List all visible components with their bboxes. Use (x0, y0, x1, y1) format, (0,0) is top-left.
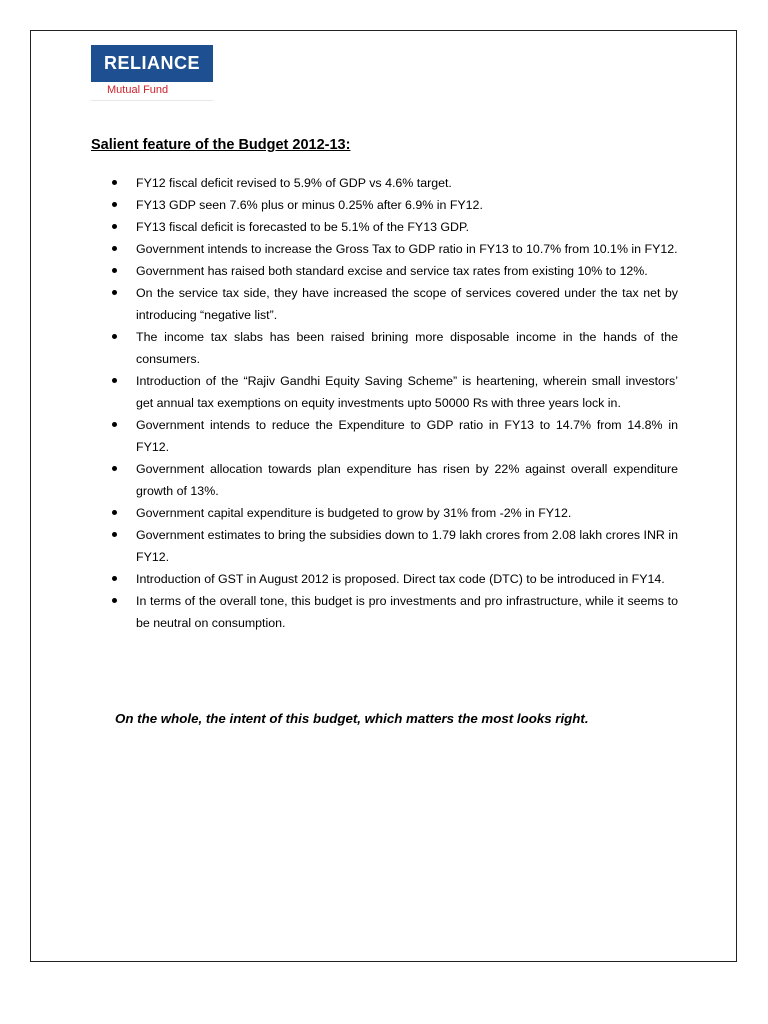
list-item-text: Government intends to increase the Gross Tax to GDP ratio in FY13 to 10.7% from 10.1% in FY12. (136, 242, 678, 256)
list-item (112, 524, 678, 568)
bullet-icon (112, 334, 117, 339)
bullet-icon (112, 422, 117, 427)
bullet-icon (112, 378, 117, 383)
list-item (112, 194, 678, 216)
list-item-text: FY13 GDP seen 7.6% plus or minus 0.25% after 6.9% in FY12. (136, 198, 483, 212)
list-item-text: Government capital expenditure is budgeted to grow by 31% from -2% in FY12. (136, 506, 572, 520)
bullet-icon (112, 268, 117, 273)
list-item (112, 590, 678, 634)
document-title: Salient feature of the Budget 2012-13: (91, 137, 351, 153)
bullet-icon (112, 510, 117, 515)
list-item-text: FY12 fiscal deficit revised to 5.9% of GDP vs 4.6% target. (136, 176, 452, 190)
list-item-text: In terms of the overall tone, this budget is pro investments and pro infrastructure, while it seems to be neutral on consumption. (136, 594, 678, 630)
list-item-text: Government intends to reduce the Expenditure to GDP ratio in FY13 to 14.7% from 14.8% in FY12. (136, 418, 678, 454)
bullet-icon (112, 576, 117, 581)
list-item (112, 568, 678, 590)
bullet-icon (112, 224, 117, 229)
list-item-text: Government allocation towards plan expenditure has risen by 22% against overall expenditure growth of 13%. (136, 462, 678, 498)
bullet-icon (112, 532, 117, 537)
list-item (112, 502, 678, 524)
bullet-icon (112, 466, 117, 471)
bullet-icon (112, 598, 117, 603)
list-item-text: Government estimates to bring the subsidies down to 1.79 lakh crores from 2.08 lakh crores INR in FY12. (136, 528, 678, 564)
logo-brand: RELIANCE (91, 45, 213, 82)
list-item-text: The income tax slabs has been raised brining more disposable income in the hands of the consumers. (136, 330, 678, 366)
bullet-list (112, 172, 678, 634)
list-item (112, 326, 678, 370)
list-item-text: FY13 fiscal deficit is forecasted to be 5.1% of the FY13 GDP. (136, 220, 470, 234)
list-item (112, 260, 678, 282)
list-item (112, 216, 678, 238)
logo-subtitle: Mutual Fund (91, 82, 213, 101)
list-item (112, 370, 678, 414)
list-item-text: Introduction of the “Rajiv Gandhi Equity Saving Scheme” is heartening, wherein small investors’ get annual tax exemptions on equity investments upto 50000 Rs with three years lock in. (136, 374, 678, 410)
list-item (112, 458, 678, 502)
bullet-icon (112, 202, 117, 207)
list-item (112, 172, 678, 194)
list-item-text: On the service tax side, they have increased the scope of services covered under the tax net by introducing “negative list”. (136, 286, 678, 322)
list-item-text: Introduction of GST in August 2012 is proposed. Direct tax code (DTC) to be introduced in FY14. (136, 572, 665, 586)
bullet-icon (112, 290, 117, 295)
list-item (112, 414, 678, 458)
bullet-icon (112, 180, 117, 185)
list-item-text: Government has raised both standard excise and service tax rates from existing 10% to 12%. (136, 264, 648, 278)
conclusion-text: On the whole, the intent of this budget, which matters the most looks right. (115, 711, 589, 726)
list-item (112, 282, 678, 326)
bullet-icon (112, 246, 117, 251)
reliance-logo (91, 45, 213, 101)
list-item (112, 238, 678, 260)
